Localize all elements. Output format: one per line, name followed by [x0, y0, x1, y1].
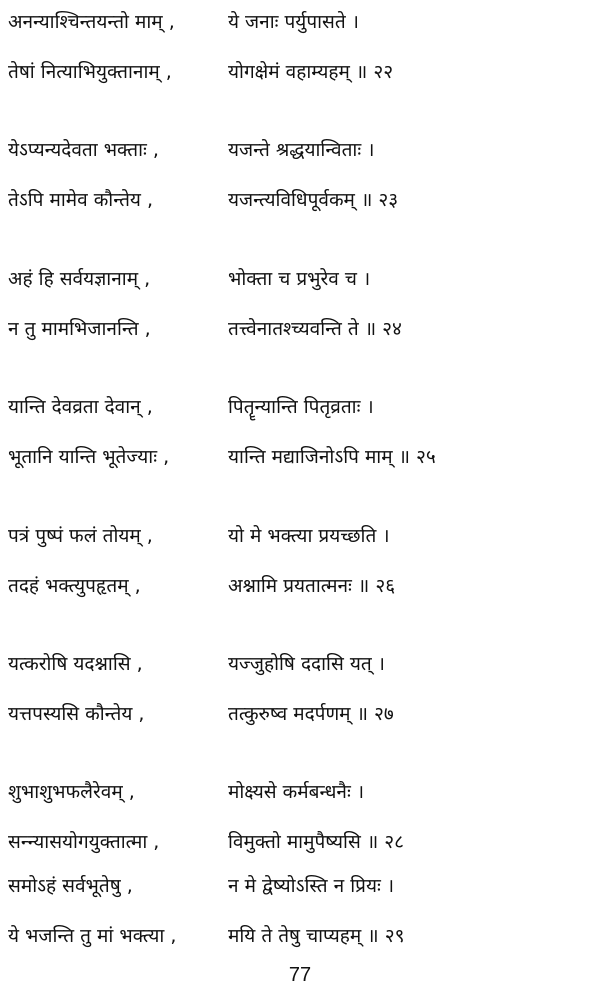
verse-line [0, 916, 600, 956]
verse-line-right: यजन्ते श्रद्धयान्विताः । [228, 139, 375, 161]
verse-line-right: तत्कुरुष्व मदर्पणम् ॥ २७ [228, 703, 394, 725]
verse-line-right: यज्जुहोषि ददासि यत् । [228, 653, 385, 675]
verse-line-left: अहं हि सर्वयज्ञानाम् , [8, 268, 151, 290]
verse-line-left: शुभाशुभफलैरेवम् , [8, 781, 135, 803]
verse-line-left: अनन्याश्चिन्तयन्तो माम् , [8, 11, 175, 33]
verse-line-right: विमुक्तो मामुपैष्यसि ॥ २८ [228, 831, 405, 853]
verse-line-right: ये जनाः पर्युपासते । [228, 11, 359, 33]
verse-line-right: पितॄन्यान्ति पितृव्रताः । [228, 396, 374, 418]
verse-line [0, 866, 600, 906]
verse-line [0, 437, 600, 477]
verse-line-right: योगक्षेमं वहाम्यहम् ॥ २२ [228, 61, 394, 83]
verse-line-left: ये भजन्ति तु मां भक्त्या , [8, 925, 177, 947]
verse-line-left: येऽप्यन्यदेवता भक्ताः , [8, 139, 159, 161]
verse-line-left: यत्तपस्यसि कौन्तेय , [8, 703, 145, 725]
page-number: 77 [288, 964, 312, 986]
verse-line-left: यान्ति देवव्रता देवान् , [8, 396, 153, 418]
verse-line-left: पत्रं पुष्पं फलं तोयम् , [8, 525, 153, 547]
verse-line-left: तेषां नित्याभियुक्तानाम् , [8, 61, 172, 83]
verse-line-left: समोऽहं सर्वभूतेषु , [8, 875, 133, 897]
verse-line [0, 180, 600, 220]
verse-line-right: न मे द्वेष्योऽस्ति न प्रियः । [228, 875, 395, 897]
verse-line [0, 130, 600, 170]
verse-line [0, 566, 600, 606]
verse-line [0, 772, 600, 812]
verse-line [0, 694, 600, 734]
verse-line-right: मयि ते तेषु चाप्यहम् ॥ २९ [228, 925, 405, 947]
verse-line-right: यजन्त्यविधिपूर्वकम् ॥ २३ [228, 189, 399, 211]
verse-line [0, 644, 600, 684]
verse-line-right: यान्ति मद्याजिनोऽपि माम् ॥ २५ [228, 446, 436, 468]
verse-line-right: भोक्ता च प्रभुरेव च । [228, 268, 371, 290]
verse-line-left: सन्न्यासयोगयुक्तात्मा , [8, 831, 160, 853]
verse-line [0, 822, 600, 862]
verse-line-left: यत्करोषि यदश्नासि , [8, 653, 143, 675]
verse-line [0, 259, 600, 299]
verse-line-left: तेऽपि मामेव कौन्तेय , [8, 189, 153, 211]
verse-line-right: यो मे भक्त्या प्रयच्छति । [228, 525, 390, 547]
verse-line-right: मोक्ष्यसे कर्मबन्धनैः । [228, 781, 365, 803]
verse-line [0, 387, 600, 427]
verse-line-right: तत्त्वेनातश्च्यवन्ति ते ॥ २४ [228, 318, 402, 340]
verse-line [0, 52, 600, 92]
verse-line [0, 516, 600, 556]
verse-line [0, 2, 600, 42]
verse-line [0, 309, 600, 349]
verse-line-left: तदहं भक्त्युपहृतम् , [8, 575, 141, 597]
verse-line-right: अश्नामि प्रयतात्मनः ॥ २६ [228, 575, 396, 597]
verse-line-left: न तु मामभिजानन्ति , [8, 318, 151, 340]
verse-line-left: भूतानि यान्ति भूतेज्याः , [8, 446, 170, 468]
